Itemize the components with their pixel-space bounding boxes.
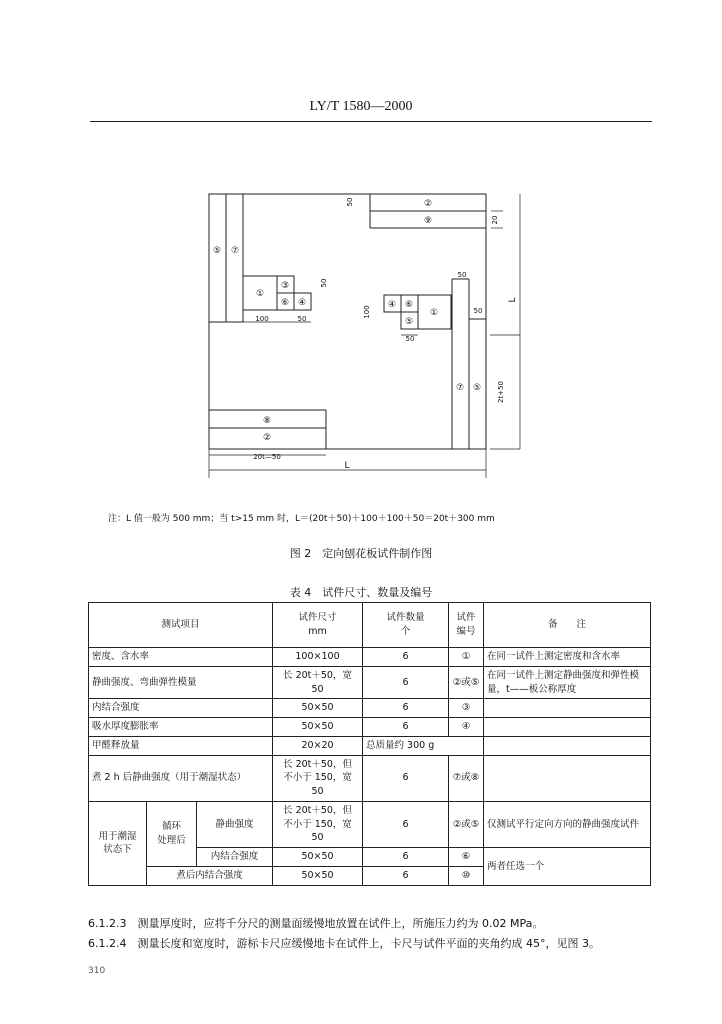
label-1-left: ① xyxy=(255,289,265,299)
table-row: 煮 2 h 后静曲强度（用于潮湿状态） 长 20t＋50，但 不小于 150，宽 50 6 ⑦或⑧ xyxy=(89,755,651,801)
label-4-left: ④ xyxy=(297,298,307,308)
table-row: 密度、含水率 100×100 6 ① 在同一试件上测定密度和含水率 xyxy=(89,648,651,667)
label-3-left: ③ xyxy=(280,281,290,291)
dim-L-v: L xyxy=(508,297,518,303)
page-header: LY/T 1580—2000 xyxy=(309,99,413,114)
dim-50-h: 50 xyxy=(297,315,307,323)
table-row: 内结合强度 50×50 6 ③ xyxy=(89,699,651,718)
specimen-cutting-diagram xyxy=(0,0,722,500)
dim-20t50-h: 20t—50 xyxy=(253,453,281,461)
th-item: 测试项目 xyxy=(89,603,273,648)
dim-50-right: 50 xyxy=(457,271,467,279)
dim-100-v: 100 xyxy=(363,305,371,319)
dim-50-left: 50 xyxy=(320,278,328,288)
board-outline xyxy=(209,194,486,449)
label-4-mid: ④ xyxy=(387,300,397,310)
specimen-table xyxy=(88,602,651,886)
label-6-mid: ⑥ xyxy=(404,300,414,310)
label-2-bottom: ② xyxy=(262,433,272,443)
dim-50-top: 50 xyxy=(346,197,354,207)
dim-20-top: 20 xyxy=(491,215,499,225)
label-7-right: ⑦ xyxy=(455,383,465,393)
group-cycle: 循环 处理后 xyxy=(147,801,197,866)
table-row: 静曲强度、弯曲弹性模量 长 20t＋50，宽 50 6 ②或⑤ 在同一试件上测定静曲强度和弹性模量，t——板公称厚度 xyxy=(89,666,651,699)
label-7-left: ⑦ xyxy=(230,246,240,256)
th-no: 试件 编号 xyxy=(449,603,484,648)
label-9-top: ⑨ xyxy=(423,216,433,226)
dim-50-mid: 50 xyxy=(405,335,415,343)
label-8-bottom: ⑧ xyxy=(262,416,272,426)
table-header-row xyxy=(89,603,651,648)
paragraph-6-1-2-4: 6.1.2.4 测量长度和宽度时，游标卡尺应缓慢地卡在试件上，卡尺与试件平面的夹角约成 45°，见图 3。 xyxy=(88,937,600,950)
label-6-left: ⑥ xyxy=(280,298,290,308)
table-row: 甲醛释放量 20×20 总质量约 300 g xyxy=(89,736,651,755)
label-2-top: ② xyxy=(423,199,433,209)
paragraph-6-1-2-3: 6.1.2.3 测量厚度时，应将千分尺的测量面缓慢地放置在试件上，所施压力约为 0.02 MPa。 xyxy=(88,917,544,930)
dim-50-right-b: 50 xyxy=(473,307,483,315)
table-row: 煮后内结合强度 50×50 6 ⑩ xyxy=(89,866,651,885)
dim-100-h: 100 xyxy=(255,315,269,323)
label-5-mid: ⑤ xyxy=(404,317,414,327)
page-number: 310 xyxy=(88,966,106,976)
label-5-right: ⑤ xyxy=(472,383,482,393)
th-size: 试件尺寸 mm xyxy=(273,603,363,648)
figure-note: 注：L 值一般为 500 mm；当 t>15 mm 时，L＝(20t＋50)＋100＋100＋50＝20t＋300 mm xyxy=(108,514,495,524)
table-caption: 表 4 试件尺寸、数量及编号 xyxy=(289,586,433,599)
table-row: 内结合强度 50×50 6 ⑥ 两者任选一个 xyxy=(89,848,651,867)
figure-caption: 图 2 定向刨花板试件制作图 xyxy=(289,547,433,560)
group-wet-state: 用于潮湿 状态下 xyxy=(89,801,147,885)
dim-2t50-v: 2t+50 xyxy=(497,381,505,403)
label-5-left: ⑤ xyxy=(212,246,222,256)
table-row: 吸水厚度膨胀率 50×50 6 ④ xyxy=(89,718,651,737)
label-1-mid: ① xyxy=(429,308,439,318)
th-qty: 试件数量 个 xyxy=(363,603,449,648)
th-remark: 备 注 xyxy=(484,603,651,648)
table-row: 用于潮湿 状态下 循环 处理后 静曲强度 长 20t＋50，但 不小于 150，宽 50 6 ②或⑤ 仅测试平行定向方向的静曲强度试件 xyxy=(89,801,651,847)
dim-L-h: L xyxy=(344,461,350,471)
